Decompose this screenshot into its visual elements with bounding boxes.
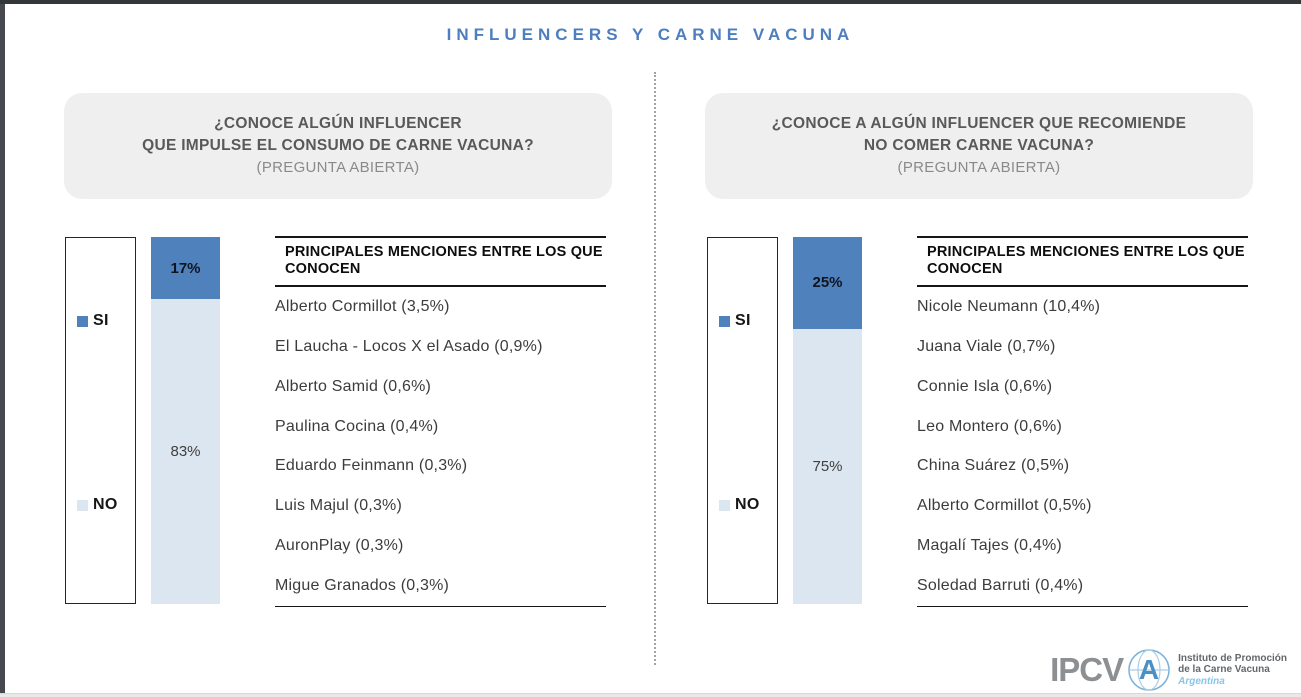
no-swatch-icon [77, 500, 88, 511]
question-note: (PREGUNTA ABIERTA) [897, 159, 1061, 176]
list-item: Magalí Tajes (0,4%) [917, 537, 1062, 555]
svg-text:A: A [1138, 654, 1160, 685]
legend-si-label: SI [735, 312, 751, 329]
si-swatch-icon [77, 316, 88, 327]
mentions-panel-left [275, 236, 606, 607]
question-line2: QUE IMPULSE EL CONSUMO DE CARNE VACUNA? [142, 137, 534, 154]
question-note: (PREGUNTA ABIERTA) [256, 159, 420, 176]
list-item: Eduardo Feinmann (0,3%) [275, 457, 468, 475]
ipcva-logo [1050, 648, 1287, 692]
mentions-list [275, 287, 606, 607]
stacked-bar-right [793, 237, 862, 604]
si-swatch-icon [719, 316, 730, 327]
list-item: Paulina Cocina (0,4%) [275, 417, 439, 435]
question-box-right [705, 93, 1253, 199]
list-item: Alberto Samid (0,6%) [275, 377, 432, 395]
list-item: Juana Viale (0,7%) [917, 337, 1056, 355]
legend-item-no [719, 496, 760, 514]
ipcva-globe-a-icon [1127, 648, 1171, 692]
ipcva-logo-caption [1178, 653, 1287, 688]
mentions-title: PRINCIPALES MENCIONES ENTRE LOS QUE CONOCEN [917, 236, 1248, 287]
mentions-list [917, 287, 1248, 607]
no-value-label: 75% [812, 457, 843, 475]
vertical-dotted-divider [654, 72, 656, 665]
mentions-panel-right [917, 236, 1248, 607]
no-value-label: 83% [170, 443, 201, 461]
logo-caption-argentina: Argentina [1178, 675, 1225, 687]
question-line1: ¿CONOCE ALGÚN INFLUENCER [214, 115, 462, 132]
legend-no-label: NO [735, 496, 760, 513]
list-item: El Laucha - Locos X el Asado (0,9%) [275, 337, 543, 355]
no-swatch-icon [719, 500, 730, 511]
viewer-top-edge [0, 0, 1301, 4]
list-item: Luis Majul (0,3%) [275, 497, 403, 515]
si-value-label: 17% [170, 259, 201, 277]
list-item: Leo Montero (0,6%) [917, 417, 1063, 435]
list-item: Nicole Neumann (10,4%) [917, 297, 1101, 315]
question-line1: ¿CONOCE A ALGÚN INFLUENCER QUE RECOMIENDE [771, 115, 1187, 132]
list-item: Connie Isla (0,6%) [917, 377, 1053, 395]
viewer-left-edge [0, 4, 5, 693]
list-item: China Suárez (0,5%) [917, 457, 1070, 475]
logo-caption-line1: Instituto de Promoción [1178, 652, 1287, 664]
legend-no-label: NO [93, 496, 118, 513]
list-item: Alberto Cormillot (3,5%) [275, 297, 450, 315]
legend-box-left [65, 237, 136, 604]
bar-segment-no [151, 299, 220, 604]
legend-item-si [77, 312, 109, 330]
mentions-title: PRINCIPALES MENCIONES ENTRE LOS QUE CONOCEN [275, 236, 606, 287]
legend-box-right [707, 237, 778, 604]
page-title: INFLUENCERS Y CARNE VACUNA [446, 25, 855, 44]
question-line2: NO COMER CARNE VACUNA? [863, 137, 1095, 154]
list-item: Migue Granados (0,3%) [275, 577, 450, 595]
bar-segment-no [793, 329, 862, 604]
list-item: Alberto Cormillot (0,5%) [917, 497, 1092, 515]
list-item: AuronPlay (0,3%) [275, 537, 404, 555]
bar-segment-si [793, 237, 862, 329]
logo-caption-line2: de la Carne Vacuna [1178, 664, 1270, 676]
legend-item-no [77, 496, 118, 514]
legend-si-label: SI [93, 312, 109, 329]
list-item: Soledad Barruti (0,4%) [917, 577, 1084, 595]
si-value-label: 25% [812, 274, 843, 292]
question-box-left [64, 93, 612, 199]
ipcva-logo-text: IPCV [1050, 651, 1124, 688]
viewer-bottom-edge [0, 693, 1301, 697]
bar-segment-si [151, 237, 220, 299]
stacked-bar-left [151, 237, 220, 604]
legend-item-si [719, 312, 751, 330]
